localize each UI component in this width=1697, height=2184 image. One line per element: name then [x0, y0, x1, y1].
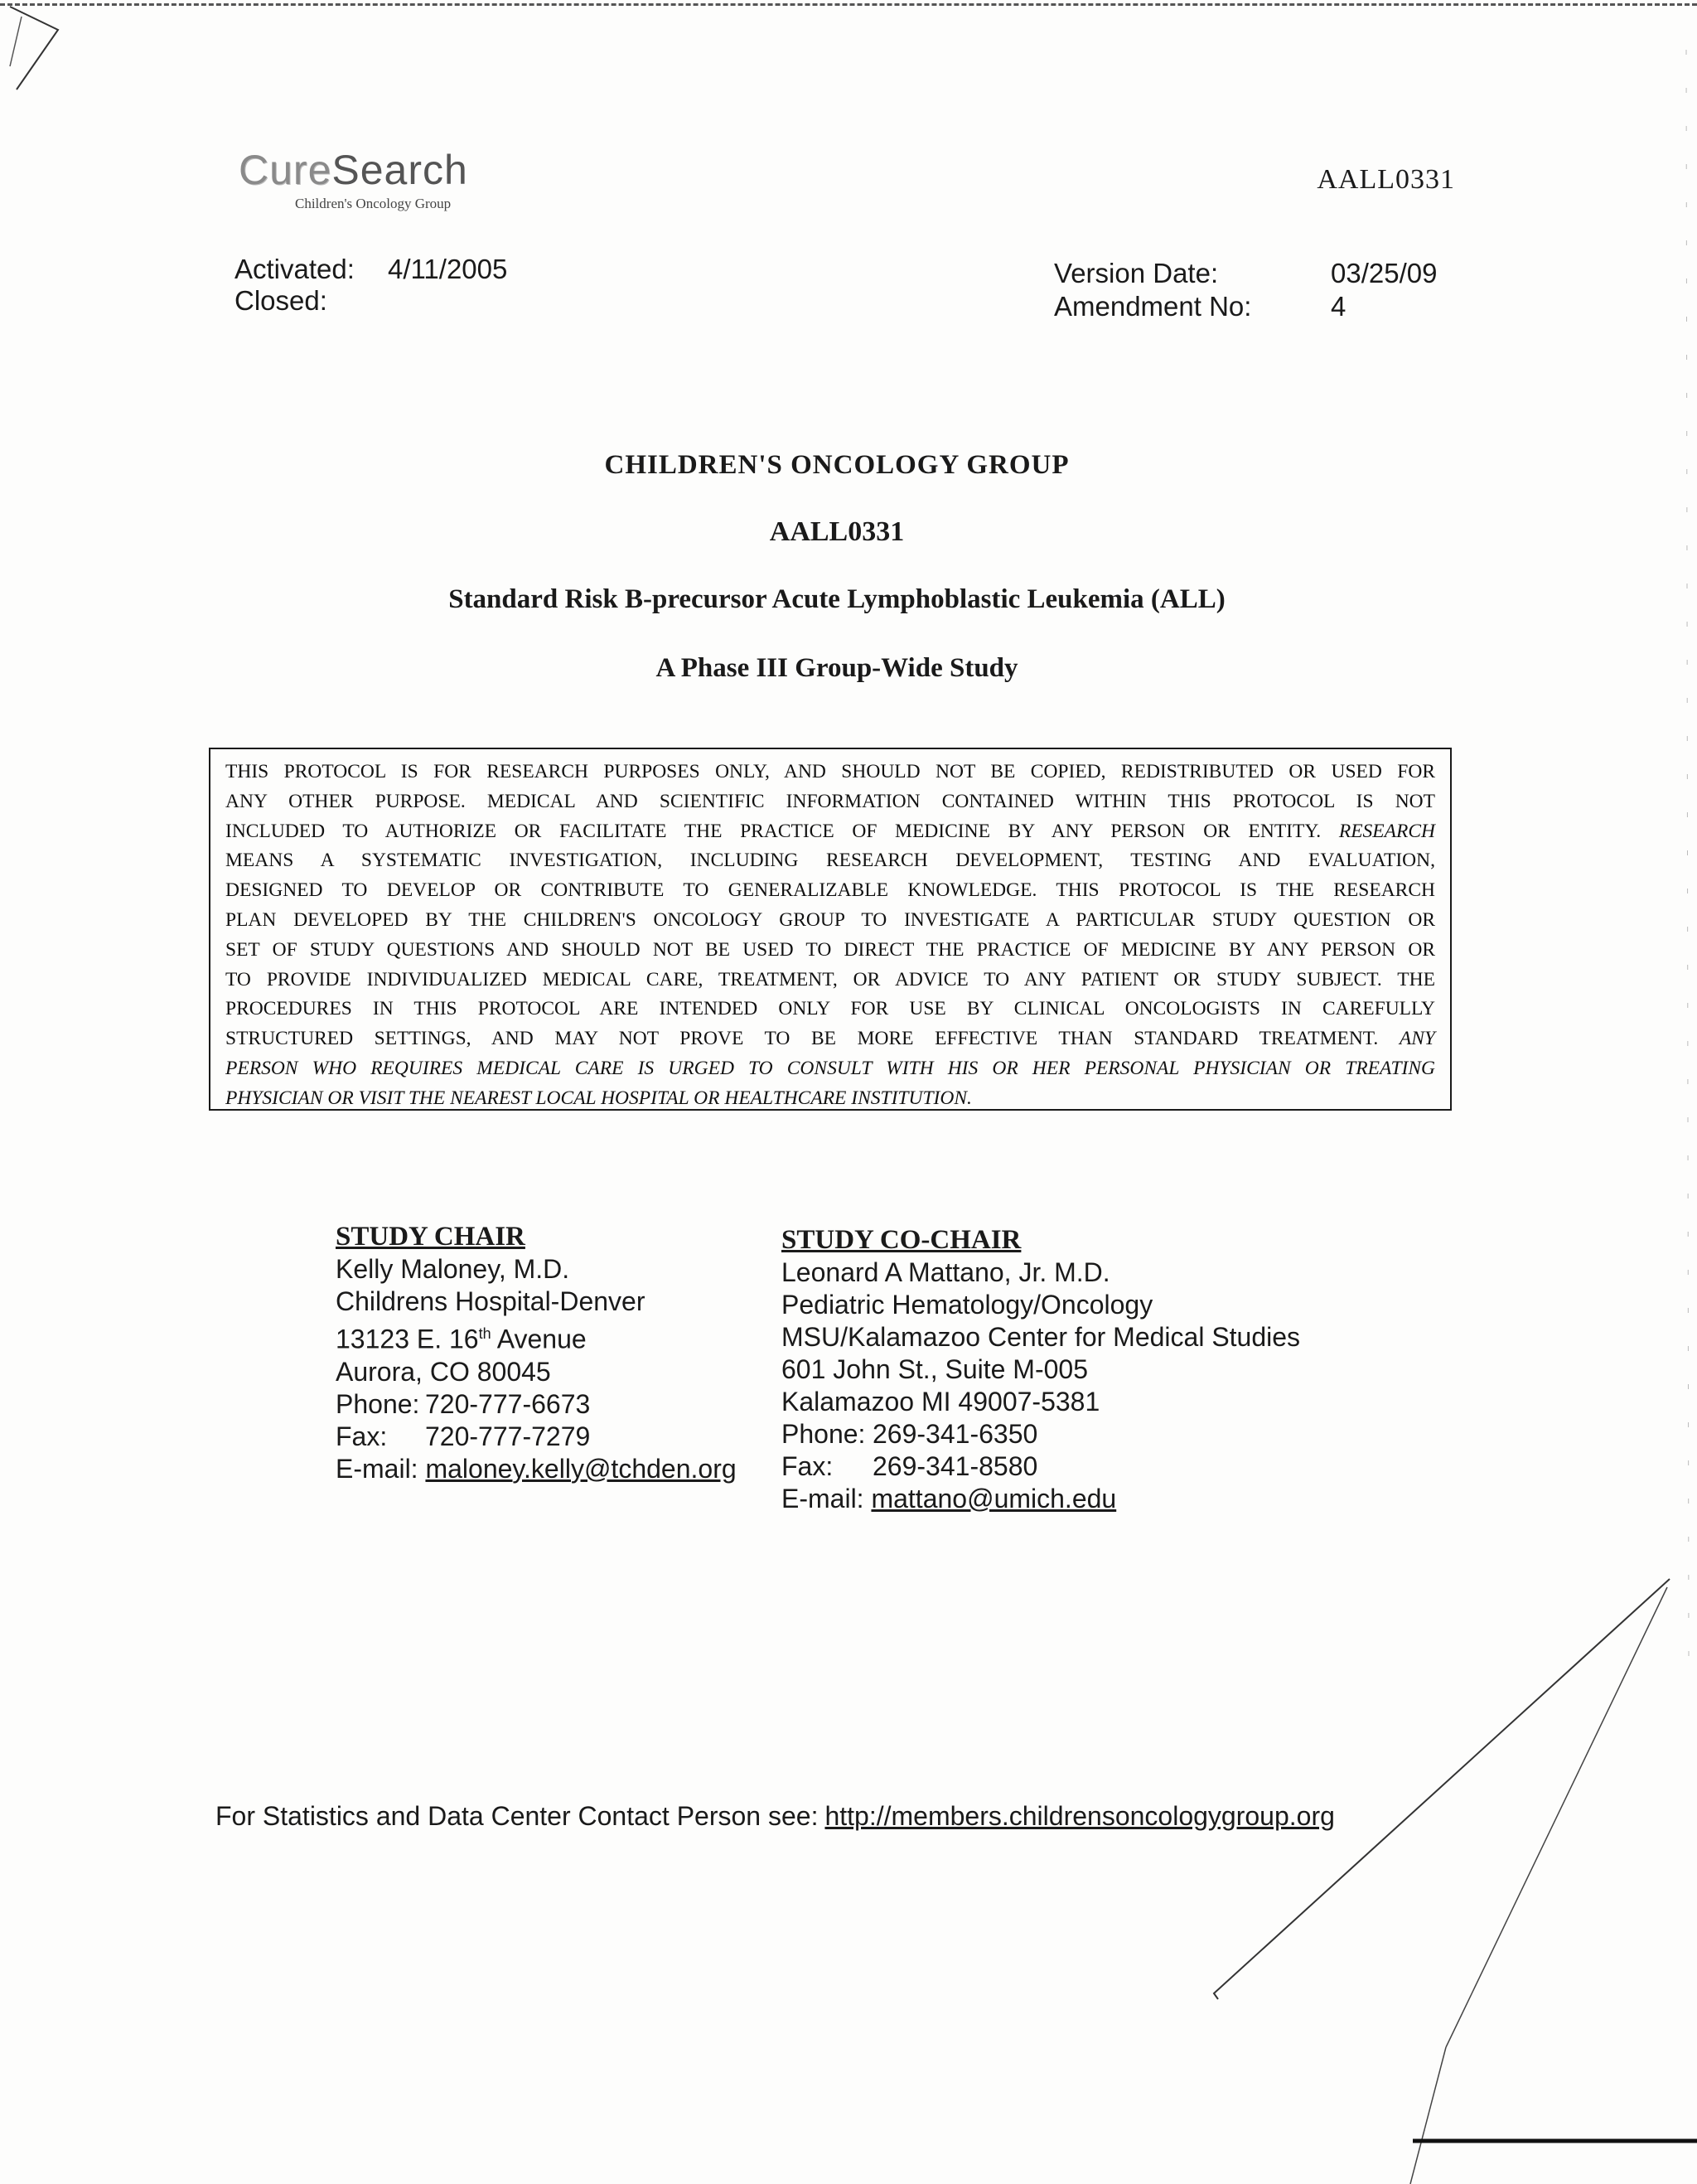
title-phase: A Phase III Group-Wide Study	[655, 653, 1018, 683]
fax-label: Fax:	[781, 1451, 834, 1481]
closed-row	[234, 284, 327, 317]
fax-value: 720-777-7279	[425, 1421, 591, 1451]
logo-search-text: Search	[331, 147, 468, 193]
scan-top-edge	[0, 3, 1697, 6]
curesearch-logo	[239, 149, 468, 212]
study-chair-email	[336, 1453, 737, 1485]
disclaimer-any-italic: ANY	[1399, 1028, 1436, 1050]
study-chair-block	[336, 1221, 737, 1485]
title-protocol-id: AALL0331	[769, 516, 905, 547]
study-cochair-email	[781, 1483, 1300, 1515]
phone-label: Phone:	[336, 1388, 420, 1419]
phone-label: Phone:	[781, 1419, 866, 1449]
amendment-row	[1054, 290, 1346, 323]
pen-stroke	[1410, 2047, 1446, 2184]
study-cochair-fax	[781, 1450, 1300, 1483]
version-date-label: Version Date:	[1054, 258, 1219, 288]
activated-value: 4/11/2005	[388, 254, 508, 284]
disclaimer-line	[225, 1024, 1435, 1054]
fax-value: 269-341-8580	[873, 1451, 1038, 1481]
fax-label: Fax:	[336, 1421, 388, 1451]
disclaimer-line	[225, 817, 1435, 847]
version-row	[1054, 257, 1437, 290]
amendment-value: 4	[1331, 291, 1346, 322]
study-cochair-name: Leonard A Mattano, Jr. M.D.	[781, 1257, 1110, 1287]
amendment-label: Amendment No:	[1054, 291, 1252, 322]
closed-label: Closed:	[234, 285, 327, 316]
study-chair-phone	[336, 1388, 737, 1421]
corner-pen-mark	[0, 0, 66, 99]
disclaimer-line-text: STRUCTURED SETTINGS, AND MAY NOT PROVE TO BE MORE EFFECTIVE THAN STANDARD TREATMENT.	[225, 1028, 1379, 1050]
phone-value: 269-341-6350	[873, 1419, 1038, 1449]
disclaimer-line: SET OF STUDY QUESTIONS AND SHOULD NOT BE USED TO DIRECT THE PRACTICE OF MEDICINE BY ANY PERSON OR	[225, 938, 1435, 961]
disclaimer-line-text: INCLUDED TO AUTHORIZE OR FACILITATE THE PRACTICE OF MEDICINE BY ANY PERSON OR ENTITY.	[225, 820, 1322, 842]
pen-stroke	[1446, 1587, 1667, 2047]
disclaimer-line: THIS PROTOCOL IS FOR RESEARCH PURPOSES ONLY, AND SHOULD NOT BE COPIED, REDISTRIBUTED OR USED FOR	[225, 761, 1435, 782]
study-cochair-heading: STUDY CO-CHAIR	[781, 1225, 1022, 1255]
activated-row	[234, 253, 507, 286]
disclaimer-line: PHYSICIAN OR VISIT THE NEAREST LOCAL HOSPITAL OR HEALTHCARE INSTITUTION.	[225, 1087, 972, 1109]
study-chair-email-link[interactable]: maloney.kelly@tchden.org	[425, 1453, 737, 1484]
address-street: 13123 E. 16	[336, 1324, 479, 1354]
address-suffix: Avenue	[491, 1324, 587, 1354]
disclaimer-line: PLAN DEVELOPED BY THE CHILDREN'S ONCOLOGY GROUP TO INVESTIGATE A PARTICULAR STUDY QUESTION OR	[225, 908, 1435, 931]
study-cochair-institution: MSU/Kalamazoo Center for Medical Studies	[781, 1322, 1301, 1352]
study-cochair-address: 601 John St., Suite M-005	[781, 1354, 1088, 1384]
study-chair-name: Kelly Maloney, M.D.	[336, 1254, 570, 1284]
email-label: E-mail:	[781, 1484, 864, 1513]
study-chair-heading: STUDY CHAIR	[336, 1222, 525, 1252]
disclaimer-line: PROCEDURES IN THIS PROTOCOL ARE INTENDED ONLY FOR USE BY CLINICAL ONCOLOGISTS IN CAREFULLY	[225, 998, 1435, 1020]
statistics-url-link[interactable]: http://members.childrensoncologygroup.org	[824, 1801, 1335, 1831]
disclaimer-box	[209, 748, 1452, 1111]
title-organization: CHILDREN'S ONCOLOGY GROUP	[604, 450, 1070, 480]
study-chair-institution: Childrens Hospital-Denver	[336, 1286, 645, 1316]
activated-label: Activated:	[234, 254, 355, 284]
title-study-name: Standard Risk B-precursor Acute Lymphoblastic Leukemia (ALL)	[448, 584, 1226, 614]
email-label: E-mail:	[336, 1453, 418, 1484]
disclaimer-line: TO PROVIDE INDIVIDUALIZED MEDICAL CARE, TREATMENT, OR ADVICE TO ANY PATIENT OR STUDY SUBJECT. THE	[225, 968, 1435, 990]
study-chair-fax	[336, 1421, 737, 1453]
phone-value: 720-777-6673	[425, 1388, 591, 1419]
logo-subtitle: Children's Oncology Group	[295, 196, 452, 211]
statistics-contact-line	[215, 1801, 1335, 1832]
disclaimer-line: ANY OTHER PURPOSE. MEDICAL AND SCIENTIFIC INFORMATION CONTAINED WITHIN THIS PROTOCOL IS NOT	[225, 790, 1435, 812]
disclaimer-line: MEANS A SYSTEMATIC INVESTIGATION, INCLUDING RESEARCH DEVELOPMENT, TESTING AND EVALUATION,	[225, 850, 1435, 872]
protocol-id-header: AALL0331	[1317, 164, 1455, 195]
address-superscript: th	[478, 1325, 491, 1342]
study-cochair-dept: Pediatric Hematology/Oncology	[781, 1290, 1153, 1320]
disclaimer-line: PERSON WHO REQUIRES MEDICAL CARE IS URGED TO CONSULT WITH HIS OR HER PERSONAL PHYSICIAN OR TREATING	[225, 1057, 1435, 1079]
right-edge	[1686, 50, 1689, 1658]
study-cochair-email-link[interactable]: mattano@umich.edu	[871, 1484, 1117, 1513]
study-cochair-block	[781, 1224, 1300, 1515]
disclaimer-line: DESIGNED TO DEVELOP OR CONTRIBUTE TO GENERALIZABLE KNOWLEDGE. THIS PROTOCOL IS THE RESEARCH	[225, 879, 1435, 902]
pen-stroke	[1214, 1579, 1670, 1999]
study-chair-city: Aurora, CO 80045	[336, 1356, 551, 1387]
logo-cure-text: Cure	[239, 147, 332, 193]
version-date-value: 03/25/09	[1331, 258, 1438, 288]
study-cochair-phone	[781, 1418, 1300, 1450]
logo-wordmark	[239, 149, 468, 191]
disclaimer-research-italic: RESEARCH	[1338, 820, 1436, 842]
statistics-label: For Statistics and Data Center Contact Person see:	[215, 1801, 819, 1831]
study-chair-address	[336, 1318, 737, 1356]
study-cochair-city: Kalamazoo MI 49007-5381	[781, 1387, 1100, 1416]
